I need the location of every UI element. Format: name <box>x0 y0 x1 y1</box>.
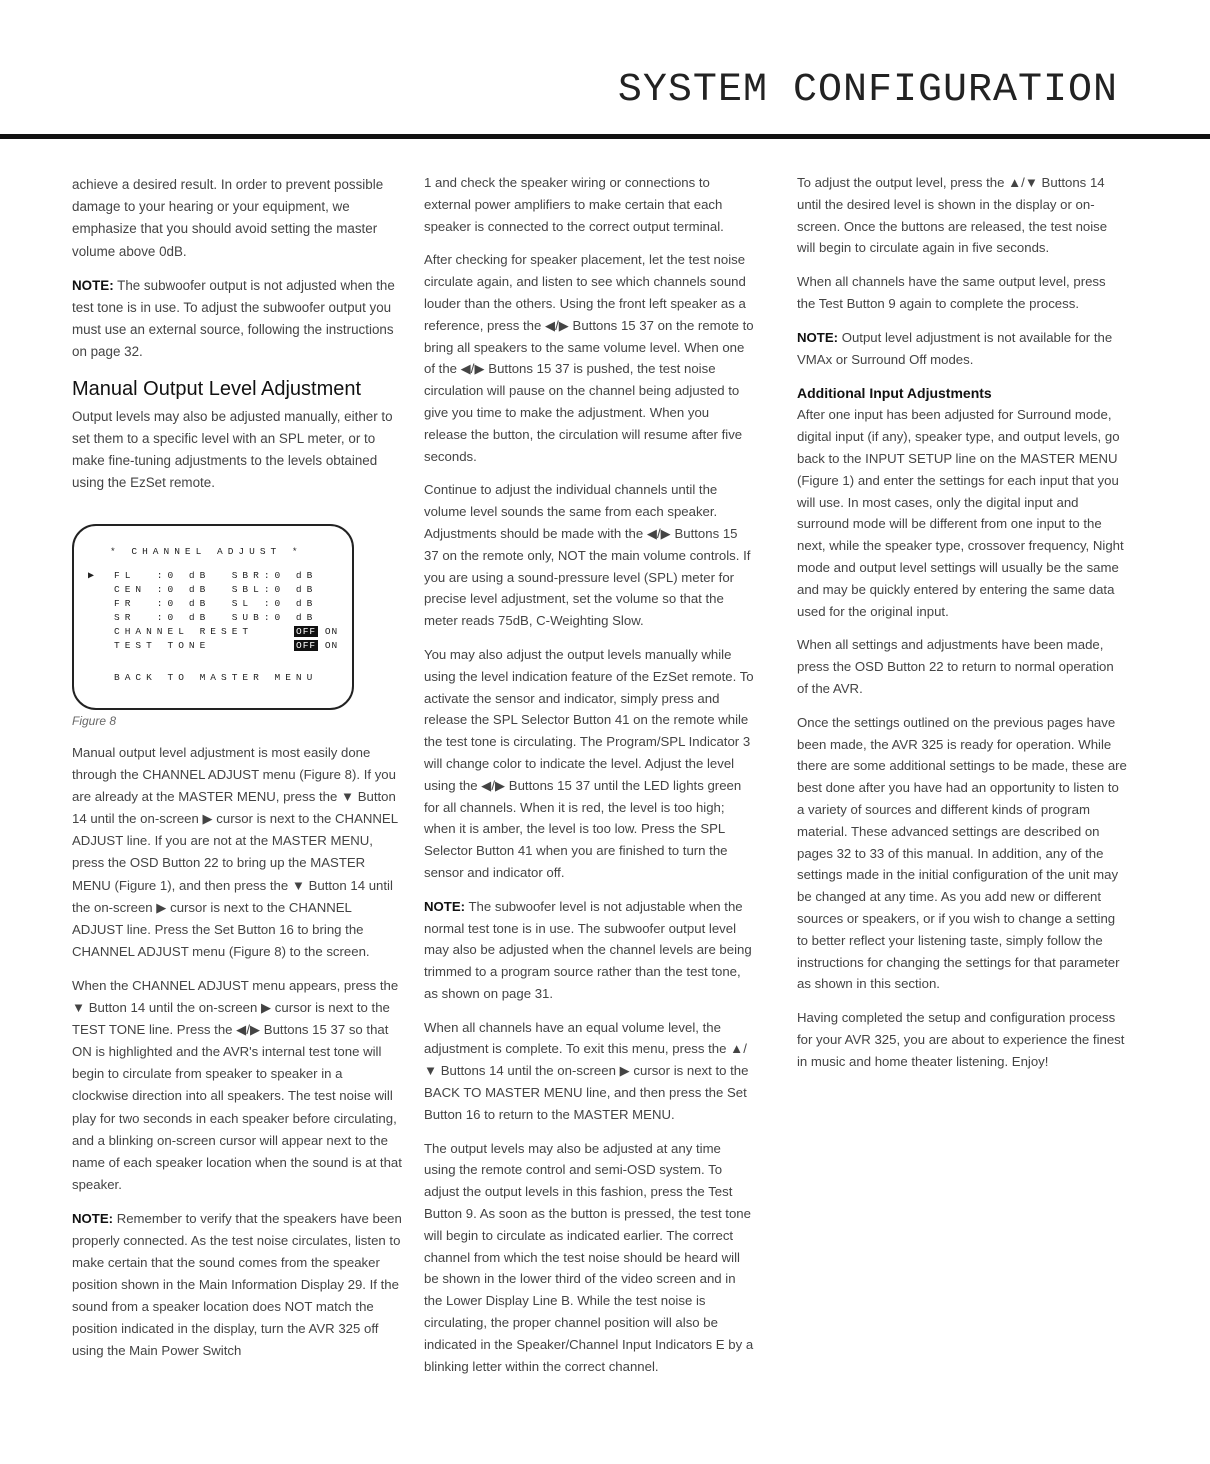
paragraph: When all channels have the same output level, press the Test Button 9 again to complete the process. <box>797 274 1106 311</box>
paragraph: When the CHANNEL ADJUST menu appears, press the ▼ Button 14 until the on-screen ▶ cursor is next to the TEST TONE line. Press the ◀/▶ Buttons 15 37 so that ON is highlighted and the AVR's internal test tone will begin to circulate from speaker to speaker in a clockwise direction into all speakers. The test noise will play for two seconds in each speaker before circulating, and a blinking on-screen cursor will appear next to the name of each speaker location when the sound is at that speaker. <box>72 977 402 1192</box>
paragraph: Output levels may also be adjusted manually, either to set them to a specific level with an SPL meter, or to make fine-tuning adjustments to the levels obtained using the EzSet remote. <box>72 408 393 491</box>
note-label: NOTE: <box>72 277 114 293</box>
paragraph: Continue to adjust the individual channels until the volume level sounds the same from each speaker. Adjustments should be made with the ◀/▶ Buttons 15 37 on the remote only, NOT the main volume controls. If you are using a sound-pressure level (SPL) meter for precise level adjustment, set the volume so that the meter reads 75dB, C-Weighting Slow. <box>424 482 751 629</box>
column-2 <box>424 172 754 1389</box>
note <box>797 327 1127 371</box>
osd-line: SR :0 dB SUB:0 dB <box>114 612 318 623</box>
note-label: NOTE: <box>797 329 839 345</box>
section-heading: Manual Output Level Adjustment <box>72 377 362 400</box>
osd-figure <box>72 524 354 710</box>
paragraph: achieve a desired result. In order to prevent possible damage to your hearing or your equipment, we emphasize that you should avoid setting the master volume above 0dB. <box>72 177 384 259</box>
osd-toggle <box>294 640 338 651</box>
paragraph: When all channels have an equal volume level, the adjustment is complete. To exit this menu, press the ▲/▼ Buttons 14 until the on-screen ▶ cursor is next to the BACK TO MASTER MENU line, and then press the Set Button 16 to return to the MASTER MENU. <box>424 1019 749 1122</box>
osd-on: ON <box>324 626 339 637</box>
osd-line: FR :0 dB SL :0 dB <box>114 598 318 609</box>
paragraph: Manual output level adjustment is most easily done through the CHANNEL ADJUST menu (Figure 8). If you are already at the MASTER MENU, press the ▼ Button 14 until the on-screen ▶ cursor is next to the CHANNEL ADJUST line. If you are not at the MASTER MENU, press the OSD Button 22 to bring up the MASTER MENU (Figure 1), and then press the ▼ Button 14 until the on-screen ▶ cursor is next to the CHANNEL ADJUST line. Press the Set Button 16 to bring the CHANNEL ADJUST menu (Figure 8) to the screen. <box>72 745 398 959</box>
note-text: Output level adjustment is not available for the VMAx or Surround Off modes. <box>797 329 1113 367</box>
note-label: NOTE: <box>72 1210 114 1226</box>
paragraph: When all settings and adjustments have been made, press the OSD Button 22 to return to normal operation of the AVR. <box>797 637 1114 696</box>
cursor-icon: ▶ <box>88 571 95 582</box>
osd-line: CHANNEL RESET <box>114 626 254 637</box>
osd-on: ON <box>324 640 339 651</box>
paragraph: To adjust the output level, press the ▲/▼ Buttons 14 until the desired level is shown in the display or on-screen. Once the buttons are released, the test noise will begin to circulate again in five seconds. <box>797 175 1108 256</box>
paragraph: Once the settings outlined on the previous pages have been made, the AVR 325 is ready for operation. While there are some additional settings to be made, these are best done after you have had an opportunity to listen to a variety of sources and different kinds of program material. These advanced settings are described on pages 32 to 33 of this manual. In addition, any of the settings made in the initial configuration of the unit may be changed at any time. As you add new or different sources or speakers, or if you wish to change a setting to better reflect your listening taste, simply follow the instructions for changing the settings for that parameter as shown in this section. <box>797 714 1127 992</box>
osd-line: FL :0 dB SBR:0 dB <box>114 570 318 581</box>
note <box>72 275 402 364</box>
osd-off: OFF <box>296 640 317 651</box>
osd-line: CEN :0 dB SBL:0 dB <box>114 584 318 595</box>
note-text: The subwoofer output is not adjusted when the test tone is in use. To adjust the subwoofer output you must use an external source, following the instructions on page 32. <box>72 277 395 360</box>
osd-line: BACK TO MASTER MENU <box>114 672 318 683</box>
column-1-lower <box>72 742 402 1375</box>
header-rule <box>0 134 1210 139</box>
note-text: The subwoofer level is not adjustable when the normal test tone is in use. The subwoofer output level may also be adjusted when the channel levels are being trimmed to a program source rather than the test tone, as shown on page 31. <box>424 898 752 1001</box>
paragraph: After one input has been adjusted for Surround mode, digital input (if any), speaker type, and output levels, go back to the INPUT SETUP line on the MASTER MENU (Figure 1) and enter the settings for each input that you will use. In most cases, only the digital input and surround mode will be different from one input to the next, while the speaker type, crossover frequency, Night mode and output level settings will usually be the same and may be quickly entered by entering the same data used for the original input. <box>797 407 1124 619</box>
page-title: SYSTEM CONFIGURATION <box>617 68 1118 113</box>
osd-off: OFF <box>296 626 317 637</box>
note-label: NOTE: <box>424 898 466 914</box>
paragraph: 1 and check the speaker wiring or connections to external power amplifiers to make certain that each speaker is connected to the correct output terminal. <box>424 175 724 234</box>
paragraph: Having completed the setup and configuration process for your AVR 325, you are about to experience the finest in music and home theater listening. Enjoy! <box>797 1010 1125 1069</box>
paragraph: After checking for speaker placement, let the test noise circulate again, and listen to see which channels sound louder than the others. Using the front left speaker as a reference, press the ◀/▶ Buttons 15 37 on the remote to bring all speakers to the same volume level. When one of the ◀/▶ Buttons 15 37 is pushed, the test noise circulation will pause on the channel being adjusted to give you time to make the adjustment. When you release the button, the circulation will resume after five seconds. <box>424 252 754 464</box>
column-3 <box>797 172 1127 1084</box>
osd-title: * CHANNEL ADJUST * <box>110 546 303 557</box>
paragraph: The output levels may also be adjusted at any time using the remote control and semi-OSD system. To adjust the output levels in this fashion, press the Test Button 9. As soon as the button is pressed, the test tone will begin to circulate as indicated earlier. The correct channel from which the test noise should be heard will be shown in the lower third of the video screen and in the Lower Display Line B. While the test noise is circulating, the proper channel position will also be indicated in the Speaker/Channel Input Indicators E by a blinking letter within the correct channel. <box>424 1140 754 1374</box>
note <box>424 896 754 1005</box>
note-text: Remember to verify that the speakers have been properly connected. As the test noise circulates, listen to make certain that the sound comes from the speaker position shown in the Main Information Display 29. If the sound from a speaker location does NOT match the position indicated in the display, turn the AVR 325 off using the Main Power Switch <box>72 1210 402 1359</box>
section-heading: Additional Input Adjustments <box>797 385 992 402</box>
paragraph: You may also adjust the output levels manually while using the level indication feature of the EzSet remote. To activate the sensor and indicator, simply press and release the SPL Selector Button 41 on the remote while the test tone is circulating. The Program/SPL Indicator 3 will change color to indicate the level. Adjust the level using the ◀/▶ Buttons 15 37 until the LED lights green for all channels. When it is red, the level is too high; when it is amber, the level is too low. Press the SPL Selector Button 41 when you are finished to turn the sensor and indicator off. <box>424 646 754 880</box>
column-1 <box>72 174 402 506</box>
note <box>72 1208 402 1363</box>
figure-caption: Figure 8 <box>72 714 117 728</box>
osd-line: TEST TONE <box>114 640 211 651</box>
osd-toggle <box>294 626 338 637</box>
